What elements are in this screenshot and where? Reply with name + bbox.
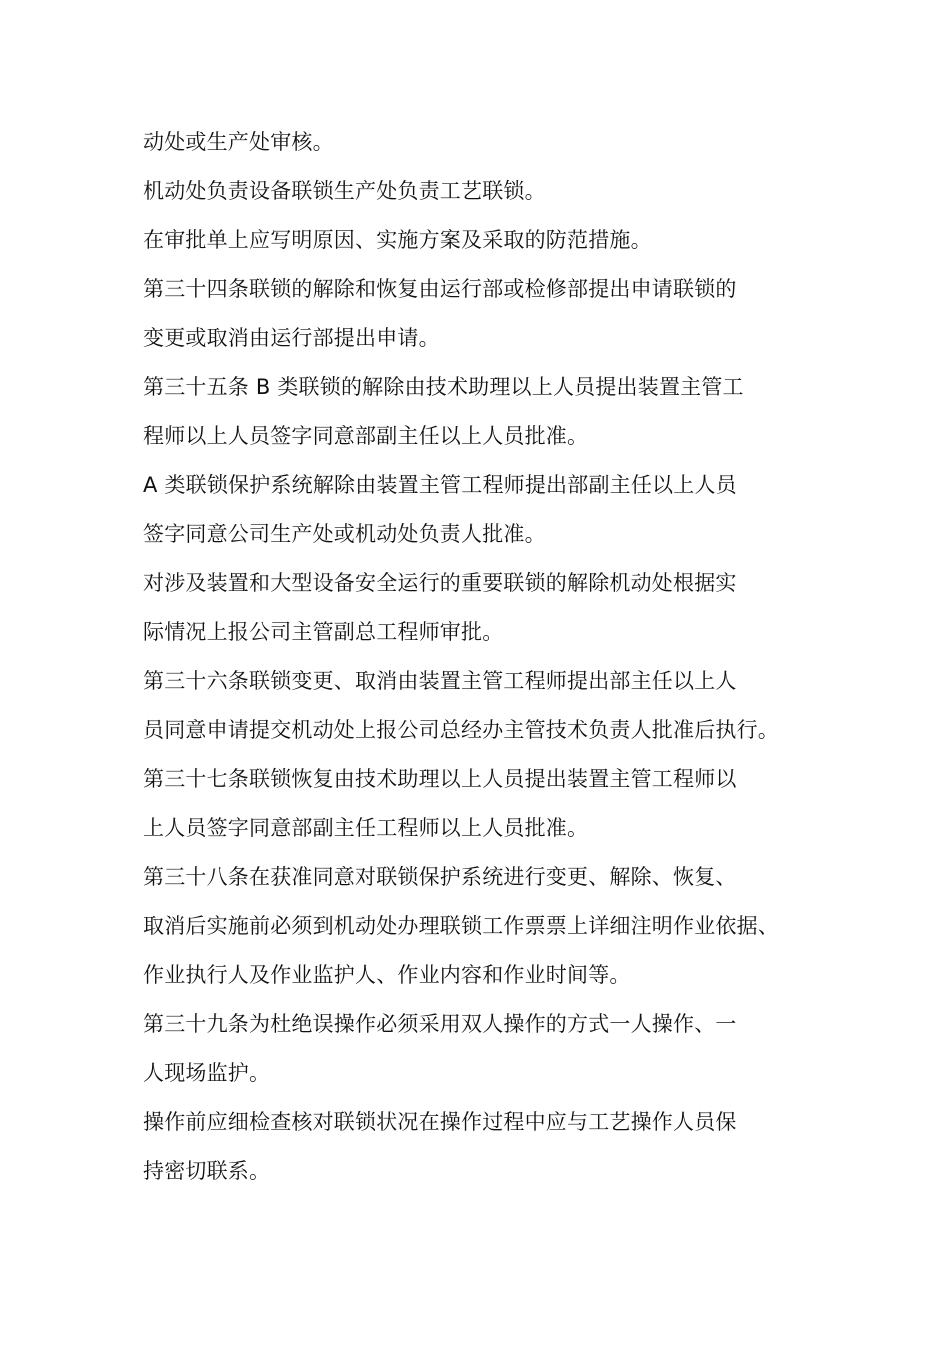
text-line-21: 操作前应细检查核对联锁状况在操作过程中应与工艺操作人员保 xyxy=(143,1110,737,1134)
text-line-12: 第三十六条联锁变更、取消由装置主管工程师提出部主任以上人 xyxy=(143,669,737,693)
text-line-14: 第三十七条联锁恢复由技术助理以上人员提出装置主管工程师以 xyxy=(143,767,737,791)
text-line-1: 动处或生产处审核。 xyxy=(143,130,334,154)
text-line-16: 第三十八条在获准同意对联锁保护系统进行变更、解除、恢复、 xyxy=(143,865,737,889)
text-line-9: 签字同意公司生产处或机动处负责人批准。 xyxy=(143,522,546,546)
text-line-3: 在审批单上应写明原因、实施方案及采取的防范措施。 xyxy=(143,228,652,252)
text-line-5: 变更或取消由运行部提出申请。 xyxy=(143,326,440,350)
text-line-18: 作业执行人及作业监护人、作业内容和作业时间等。 xyxy=(143,963,631,987)
text-line-11: 际情况上报公司主管副总工程师审批。 xyxy=(143,620,504,644)
text-line-10: 对涉及装置和大型设备安全运行的重要联锁的解除机动处根据实 xyxy=(143,571,737,595)
text-line-2: 机动处负责设备联锁生产处负责工艺联锁。 xyxy=(143,179,546,203)
document-body xyxy=(143,118,783,1196)
text-line-7: 程师以上人员签字同意部副主任以上人员批准。 xyxy=(143,424,589,448)
text-line-4: 第三十四条联锁的解除和恢复由运行部或检修部提出申请联锁的 xyxy=(143,277,737,301)
text-line-20: 人现场监护。 xyxy=(143,1061,271,1085)
text-line-13: 员同意申请提交机动处上报公司总经办主管技术负责人批准后执行。 xyxy=(143,718,779,742)
text-line-22: 持密切联系。 xyxy=(143,1159,271,1183)
text-line-8: A 类联锁保护系统解除由装置主管工程师提出部副主任以上人员 xyxy=(143,473,737,497)
text-line-17: 取消后实施前必须到机动处办理联锁工作票票上详细注明作业依据、 xyxy=(143,914,779,938)
text-line-19: 第三十九条为杜绝误操作必须采用双人操作的方式一人操作、一 xyxy=(143,1012,737,1036)
text-line-6: 第三十五条 B 类联锁的解除由技术助理以上人员提出装置主管工 xyxy=(143,375,744,399)
text-line-15: 上人员签字同意部副主任工程师以上人员批准。 xyxy=(143,816,589,840)
